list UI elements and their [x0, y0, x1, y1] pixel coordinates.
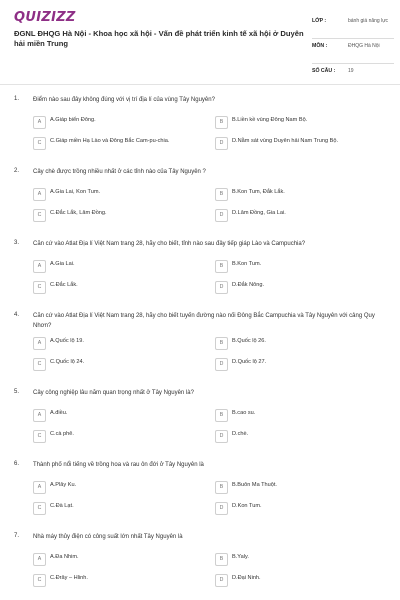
option-letter: B: [215, 553, 228, 566]
socau-value: 19: [348, 68, 354, 74]
question-number: 5.: [14, 389, 20, 395]
option-text: C.cà phê.: [50, 431, 74, 437]
option-text: B.Liền kề vùng Đông Nam Bộ.: [232, 117, 308, 123]
worksheet-title: ĐGNL ĐHQG Hà Nội - Khoa học xã hội - Vấn đề phát triển kinh tế xã hội ở Duyên hải miền Trung: [14, 29, 304, 48]
option-d[interactable]: [215, 428, 375, 444]
mon-label: MÔN :: [312, 43, 328, 49]
option-b[interactable]: [215, 551, 375, 567]
option-b[interactable]: [215, 258, 375, 274]
option-d[interactable]: [215, 500, 375, 516]
option-b[interactable]: [215, 114, 375, 130]
option-letter: B: [215, 409, 228, 422]
option-a[interactable]: [33, 114, 193, 130]
question-2: [0, 164, 400, 236]
option-a[interactable]: [33, 186, 193, 202]
option-c[interactable]: [33, 572, 193, 588]
option-text: D.Lâm Đồng, Gia Lai.: [232, 210, 286, 216]
option-letter: A: [33, 260, 46, 273]
question-number: 6.: [14, 461, 20, 467]
option-letter: A: [33, 337, 46, 350]
socau-label: SỐ CÂU :: [312, 68, 336, 74]
option-text: D.Đại Ninh.: [232, 575, 261, 581]
option-letter: D: [215, 502, 228, 515]
option-letter: C: [33, 281, 46, 294]
option-letter: D: [215, 430, 228, 443]
option-text: D.Đắk Nông.: [232, 282, 265, 288]
option-a[interactable]: [33, 407, 193, 423]
question-text: Căn cứ vào Atlat Địa lí Việt Nam trang 28, hãy cho biết, tỉnh nào sau đây tiếp giáp Lào và Campuchia?: [33, 241, 306, 247]
option-text: D.Nằm sát vùng Duyên hải Nam Trung Bộ.: [232, 138, 339, 144]
option-text: B.Kon Tum, Đắk Lắk.: [232, 189, 285, 195]
option-letter: B: [215, 260, 228, 273]
option-letter: A: [33, 188, 46, 201]
option-text: C.Giáp miền Hạ Lào và Đông Bắc Cam-pu-chia.: [50, 138, 170, 144]
question-number: 3.: [14, 240, 20, 246]
question-number: 1.: [14, 96, 20, 102]
option-text: B.Buôn Ma Thuột.: [232, 482, 277, 488]
option-letter: B: [215, 188, 228, 201]
option-d[interactable]: [215, 207, 375, 223]
option-text: D.Quốc lộ 27.: [232, 359, 267, 365]
option-text: B.Quốc lộ 26.: [232, 338, 266, 344]
option-d[interactable]: [215, 572, 375, 588]
question-7: [0, 529, 400, 600]
question-text: Thành phố nổi tiếng về trồng hoa và rau ôn đới ở Tây Nguyên là: [33, 462, 204, 468]
option-text: A.Quốc lộ 19.: [50, 338, 84, 344]
option-text: C.Đắc Lắk, Lâm Đồng.: [50, 210, 107, 216]
option-text: A.Giáp biển Đông.: [50, 117, 96, 123]
option-c[interactable]: [33, 135, 193, 151]
option-text: D.chè.: [232, 431, 249, 437]
option-a[interactable]: [33, 335, 193, 351]
question-text: Căn cứ vào Atlat Địa lí Việt Nam trang 28, hãy cho biết tuyến đường nào nối Đông Bắc Campuchia và Tây Nguyên với cảng Quy Nhơn?: [33, 313, 375, 329]
question-5: [0, 385, 400, 457]
question-6: [0, 457, 400, 529]
option-text: C.Đrây – Hlinh.: [50, 575, 88, 581]
option-c[interactable]: [33, 428, 193, 444]
option-text: D.Kon Tum.: [232, 503, 262, 509]
option-letter: A: [33, 481, 46, 494]
question-number: 4.: [14, 312, 20, 318]
option-text: C.Quốc lộ 24.: [50, 359, 85, 365]
option-c[interactable]: [33, 356, 193, 372]
option-text: B.Kon Tum.: [232, 261, 262, 267]
question-list: [0, 92, 400, 600]
option-d[interactable]: [215, 135, 375, 151]
worksheet-header: [0, 0, 400, 82]
option-b[interactable]: [215, 335, 375, 351]
question-number: 7.: [14, 533, 20, 539]
option-letter: D: [215, 209, 228, 222]
option-text: B.cao su.: [232, 410, 256, 416]
option-d[interactable]: [215, 279, 375, 295]
option-letter: C: [33, 574, 46, 587]
question-1: [0, 92, 400, 164]
option-text: B.Yaly.: [232, 554, 249, 560]
option-text: C.Đà Lạt.: [50, 503, 74, 509]
meta-row-socau: [312, 64, 394, 80]
question-text: Cây công nghiệp lâu năm quan trọng nhất ở Tây Nguyên là?: [33, 390, 194, 396]
option-letter: A: [33, 116, 46, 129]
header-divider: [0, 84, 400, 85]
option-text: A.Gia Lai, Kon Tum.: [50, 189, 101, 195]
option-letter: D: [215, 281, 228, 294]
option-letter: D: [215, 358, 228, 371]
option-b[interactable]: [215, 407, 375, 423]
question-3: [0, 236, 400, 308]
quizizz-logo: QUIZIZZ: [14, 10, 76, 25]
lop-label: LỚP :: [312, 18, 327, 24]
option-c[interactable]: [33, 500, 193, 516]
question-text: Nhà máy thủy điện có công suất lớn nhất Tây Nguyên là: [33, 534, 183, 540]
option-d[interactable]: [215, 356, 375, 372]
option-letter: B: [215, 116, 228, 129]
mon-value: ĐHQG Hà Nội: [348, 43, 380, 49]
option-text: A.Gia Lai.: [50, 261, 75, 267]
lop-value: bánh giá năng lực: [348, 18, 389, 24]
meta-row-lop: [312, 14, 394, 39]
question-4: [0, 308, 400, 385]
option-letter: C: [33, 358, 46, 371]
option-letter: B: [215, 481, 228, 494]
option-letter: C: [33, 137, 46, 150]
option-letter: A: [33, 409, 46, 422]
option-c[interactable]: [33, 207, 193, 223]
question-number: 2.: [14, 168, 20, 174]
option-letter: C: [33, 502, 46, 515]
option-letter: C: [33, 209, 46, 222]
question-text: Cây chè được trồng nhiều nhất ở các tỉnh nào của Tây Nguyên ?: [33, 169, 206, 175]
option-b[interactable]: [215, 479, 375, 495]
option-text: A.Đa Nhim.: [50, 554, 79, 560]
option-a[interactable]: [33, 551, 193, 567]
option-b[interactable]: [215, 186, 375, 202]
meta-row-mon: [312, 39, 394, 64]
option-letter: A: [33, 553, 46, 566]
option-text: C.Đắc Lắk.: [50, 282, 78, 288]
option-letter: D: [215, 137, 228, 150]
option-c[interactable]: [33, 279, 193, 295]
option-letter: C: [33, 430, 46, 443]
option-a[interactable]: [33, 479, 193, 495]
question-text: Điểm nào sau đây không đúng với vị trí địa lí của vùng Tây Nguyên?: [33, 97, 215, 103]
meta-box: [312, 14, 394, 80]
option-text: A.điều.: [50, 410, 68, 416]
option-a[interactable]: [33, 258, 193, 274]
option-letter: D: [215, 574, 228, 587]
option-letter: B: [215, 337, 228, 350]
option-text: A.Plây Ku.: [50, 482, 77, 488]
